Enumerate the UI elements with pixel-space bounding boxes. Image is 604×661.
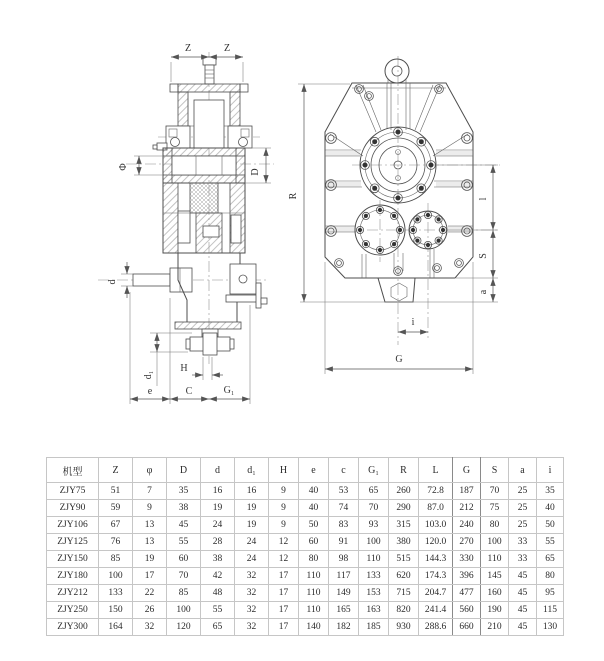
col-header-12: G bbox=[453, 458, 481, 483]
value-cell: 133 bbox=[99, 585, 133, 602]
lifting-eye bbox=[385, 59, 409, 83]
value-cell: 288.6 bbox=[419, 619, 453, 636]
value-cell: 144.3 bbox=[419, 551, 453, 568]
value-cell: 620 bbox=[389, 568, 419, 585]
value-cell: 19 bbox=[235, 517, 269, 534]
dim-label-a: a bbox=[478, 289, 489, 295]
dim-label-d1: d₁ bbox=[143, 370, 154, 380]
value-cell: 16 bbox=[201, 483, 235, 500]
value-cell: 190 bbox=[481, 602, 509, 619]
value-cell: 212 bbox=[453, 500, 481, 517]
dim-label-C: C bbox=[185, 386, 193, 397]
output-coupling bbox=[226, 264, 267, 308]
value-cell: 91 bbox=[329, 534, 359, 551]
value-cell: 115 bbox=[537, 602, 564, 619]
value-cell: 38 bbox=[167, 500, 201, 517]
value-cell: 117 bbox=[329, 568, 359, 585]
value-cell: 182 bbox=[329, 619, 359, 636]
model-cell: ZJY300 bbox=[47, 619, 99, 636]
value-cell: 93 bbox=[359, 517, 389, 534]
value-cell: 150 bbox=[99, 602, 133, 619]
dim-G bbox=[325, 262, 473, 374]
value-cell: 315 bbox=[389, 517, 419, 534]
value-cell: 660 bbox=[453, 619, 481, 636]
value-cell: 330 bbox=[453, 551, 481, 568]
value-cell: 515 bbox=[389, 551, 419, 568]
value-cell: 55 bbox=[201, 602, 235, 619]
value-cell: 95 bbox=[537, 585, 564, 602]
value-cell: 32 bbox=[235, 619, 269, 636]
value-cell: 110 bbox=[299, 568, 329, 585]
value-cell: 7 bbox=[133, 483, 167, 500]
table-row bbox=[47, 500, 564, 517]
dim-label-H: H bbox=[180, 363, 188, 374]
spec-table bbox=[46, 457, 564, 636]
value-cell: 133 bbox=[359, 568, 389, 585]
value-cell: 260 bbox=[389, 483, 419, 500]
value-cell: 65 bbox=[537, 551, 564, 568]
dim-D bbox=[245, 148, 271, 183]
bell-housing bbox=[153, 84, 252, 150]
value-cell: 9 bbox=[269, 500, 299, 517]
value-cell: 16 bbox=[235, 483, 269, 500]
dim-label-z-left: Z bbox=[184, 43, 192, 54]
dim-label-i: i bbox=[411, 317, 415, 328]
value-cell: 19 bbox=[235, 500, 269, 517]
hollow-shaft-cylinder bbox=[163, 148, 245, 183]
table-row bbox=[47, 602, 564, 619]
value-cell: 65 bbox=[359, 483, 389, 500]
value-cell: 55 bbox=[167, 534, 201, 551]
col-header-8: c bbox=[329, 458, 359, 483]
value-cell: 477 bbox=[453, 585, 481, 602]
value-cell: 32 bbox=[235, 585, 269, 602]
value-cell: 396 bbox=[453, 568, 481, 585]
col-header-6: H bbox=[269, 458, 299, 483]
dim-label-l: l bbox=[478, 197, 489, 201]
value-cell: 25 bbox=[509, 517, 537, 534]
value-cell: 25 bbox=[509, 483, 537, 500]
value-cell: 13 bbox=[133, 534, 167, 551]
model-cell: ZJY250 bbox=[47, 602, 99, 619]
value-cell: 12 bbox=[269, 534, 299, 551]
col-header-15: i bbox=[537, 458, 564, 483]
value-cell: 53 bbox=[329, 483, 359, 500]
value-cell: 40 bbox=[299, 483, 329, 500]
model-cell: ZJY150 bbox=[47, 551, 99, 568]
value-cell: 110 bbox=[359, 551, 389, 568]
value-cell: 9 bbox=[133, 500, 167, 517]
value-cell: 290 bbox=[389, 500, 419, 517]
value-cell: 560 bbox=[453, 602, 481, 619]
value-cell: 45 bbox=[509, 602, 537, 619]
model-cell: ZJY125 bbox=[47, 534, 99, 551]
value-cell: 930 bbox=[389, 619, 419, 636]
value-cell: 13 bbox=[133, 517, 167, 534]
value-cell: 76 bbox=[99, 534, 133, 551]
model-cell: ZJY180 bbox=[47, 568, 99, 585]
col-header-7: e bbox=[299, 458, 329, 483]
value-cell: 100 bbox=[99, 568, 133, 585]
value-cell: 33 bbox=[509, 534, 537, 551]
side-section-view bbox=[98, 43, 274, 404]
value-cell: 85 bbox=[99, 551, 133, 568]
value-cell: 45 bbox=[509, 568, 537, 585]
table-row bbox=[47, 534, 564, 551]
dim-label-d: d bbox=[107, 279, 118, 285]
col-header-0: 机型 bbox=[47, 458, 99, 483]
dim-i bbox=[398, 317, 428, 332]
value-cell: 42 bbox=[201, 568, 235, 585]
dim-label-e: e bbox=[147, 386, 153, 397]
dim-label-phi: Φ bbox=[118, 163, 129, 171]
table-row bbox=[47, 517, 564, 534]
model-cell: ZJY75 bbox=[47, 483, 99, 500]
value-cell: 130 bbox=[537, 619, 564, 636]
value-cell: 25 bbox=[509, 500, 537, 517]
value-cell: 32 bbox=[235, 602, 269, 619]
value-cell: 45 bbox=[509, 619, 537, 636]
value-cell: 75 bbox=[481, 500, 509, 517]
value-cell: 100 bbox=[167, 602, 201, 619]
value-cell: 185 bbox=[359, 619, 389, 636]
value-cell: 33 bbox=[509, 551, 537, 568]
model-cell: ZJY212 bbox=[47, 585, 99, 602]
col-header-3: D bbox=[167, 458, 201, 483]
col-header-2: φ bbox=[133, 458, 167, 483]
value-cell: 70 bbox=[359, 500, 389, 517]
value-cell: 165 bbox=[329, 602, 359, 619]
header-row bbox=[47, 458, 564, 483]
value-cell: 32 bbox=[235, 568, 269, 585]
value-cell: 715 bbox=[389, 585, 419, 602]
value-cell: 9 bbox=[269, 483, 299, 500]
value-cell: 22 bbox=[133, 585, 167, 602]
value-cell: 820 bbox=[389, 602, 419, 619]
col-header-10: R bbox=[389, 458, 419, 483]
value-cell: 67 bbox=[99, 517, 133, 534]
value-cell: 83 bbox=[329, 517, 359, 534]
value-cell: 19 bbox=[201, 500, 235, 517]
table-row bbox=[47, 568, 564, 585]
value-cell: 32 bbox=[133, 619, 167, 636]
value-cell: 120 bbox=[167, 619, 201, 636]
col-header-14: a bbox=[509, 458, 537, 483]
value-cell: 160 bbox=[481, 585, 509, 602]
col-header-5: d₁ bbox=[235, 458, 269, 483]
value-cell: 80 bbox=[299, 551, 329, 568]
dim-label-z-right: Z bbox=[223, 43, 231, 54]
value-cell: 149 bbox=[329, 585, 359, 602]
value-cell: 70 bbox=[167, 568, 201, 585]
value-cell: 60 bbox=[299, 534, 329, 551]
value-cell: 210 bbox=[481, 619, 509, 636]
value-cell: 50 bbox=[299, 517, 329, 534]
value-cell: 80 bbox=[537, 568, 564, 585]
value-cell: 12 bbox=[269, 551, 299, 568]
value-cell: 26 bbox=[133, 602, 167, 619]
value-cell: 17 bbox=[269, 602, 299, 619]
value-cell: 48 bbox=[201, 585, 235, 602]
dim-H bbox=[180, 357, 223, 380]
value-cell: 174.3 bbox=[419, 568, 453, 585]
value-cell: 60 bbox=[167, 551, 201, 568]
dim-phi bbox=[118, 156, 163, 175]
value-cell: 17 bbox=[269, 585, 299, 602]
value-cell: 40 bbox=[299, 500, 329, 517]
value-cell: 85 bbox=[167, 585, 201, 602]
value-cell: 103.0 bbox=[419, 517, 453, 534]
value-cell: 100 bbox=[481, 534, 509, 551]
value-cell: 45 bbox=[167, 517, 201, 534]
model-cell: ZJY106 bbox=[47, 517, 99, 534]
value-cell: 40 bbox=[537, 500, 564, 517]
value-cell: 72.8 bbox=[419, 483, 453, 500]
value-cell: 187 bbox=[453, 483, 481, 500]
value-cell: 110 bbox=[299, 602, 329, 619]
dim-label-R: R bbox=[288, 192, 299, 200]
value-cell: 65 bbox=[201, 619, 235, 636]
value-cell: 145 bbox=[481, 568, 509, 585]
gear-section bbox=[163, 183, 245, 253]
table-row bbox=[47, 483, 564, 500]
value-cell: 70 bbox=[481, 483, 509, 500]
col-header-4: d bbox=[201, 458, 235, 483]
value-cell: 17 bbox=[269, 619, 299, 636]
dim-label-G: G bbox=[395, 354, 403, 365]
model-cell: ZJY90 bbox=[47, 500, 99, 517]
value-cell: 110 bbox=[481, 551, 509, 568]
value-cell: 87.0 bbox=[419, 500, 453, 517]
top-stud bbox=[203, 57, 216, 84]
col-header-1: Z bbox=[99, 458, 133, 483]
value-cell: 28 bbox=[201, 534, 235, 551]
value-cell: 240 bbox=[453, 517, 481, 534]
col-header-11: L bbox=[419, 458, 453, 483]
value-cell: 17 bbox=[133, 568, 167, 585]
value-cell: 163 bbox=[359, 602, 389, 619]
value-cell: 100 bbox=[359, 534, 389, 551]
value-cell: 50 bbox=[537, 517, 564, 534]
col-header-13: S bbox=[481, 458, 509, 483]
value-cell: 35 bbox=[167, 483, 201, 500]
value-cell: 24 bbox=[235, 534, 269, 551]
table-row bbox=[47, 551, 564, 568]
dim-label-S: S bbox=[478, 253, 489, 259]
value-cell: 24 bbox=[201, 517, 235, 534]
value-cell: 38 bbox=[201, 551, 235, 568]
value-cell: 164 bbox=[99, 619, 133, 636]
value-cell: 17 bbox=[269, 568, 299, 585]
value-cell: 153 bbox=[359, 585, 389, 602]
value-cell: 59 bbox=[99, 500, 133, 517]
value-cell: 51 bbox=[99, 483, 133, 500]
value-cell: 35 bbox=[537, 483, 564, 500]
value-cell: 204.7 bbox=[419, 585, 453, 602]
value-cell: 241.4 bbox=[419, 602, 453, 619]
value-cell: 98 bbox=[329, 551, 359, 568]
dim-label-G1: G₁ bbox=[223, 385, 235, 396]
value-cell: 270 bbox=[453, 534, 481, 551]
value-cell: 45 bbox=[509, 585, 537, 602]
value-cell: 80 bbox=[481, 517, 509, 534]
col-header-9: G₁ bbox=[359, 458, 389, 483]
value-cell: 120.0 bbox=[419, 534, 453, 551]
value-cell: 19 bbox=[133, 551, 167, 568]
value-cell: 55 bbox=[537, 534, 564, 551]
value-cell: 380 bbox=[389, 534, 419, 551]
value-cell: 74 bbox=[329, 500, 359, 517]
input-shaft bbox=[133, 268, 192, 292]
table-row bbox=[47, 585, 564, 602]
value-cell: 9 bbox=[269, 517, 299, 534]
value-cell: 140 bbox=[299, 619, 329, 636]
dim-R bbox=[288, 84, 498, 302]
dim-d1 bbox=[143, 333, 192, 386]
front-view bbox=[288, 56, 500, 374]
value-cell: 110 bbox=[299, 585, 329, 602]
dim-label-D: D bbox=[250, 168, 261, 176]
value-cell: 24 bbox=[235, 551, 269, 568]
table-row bbox=[47, 619, 564, 636]
